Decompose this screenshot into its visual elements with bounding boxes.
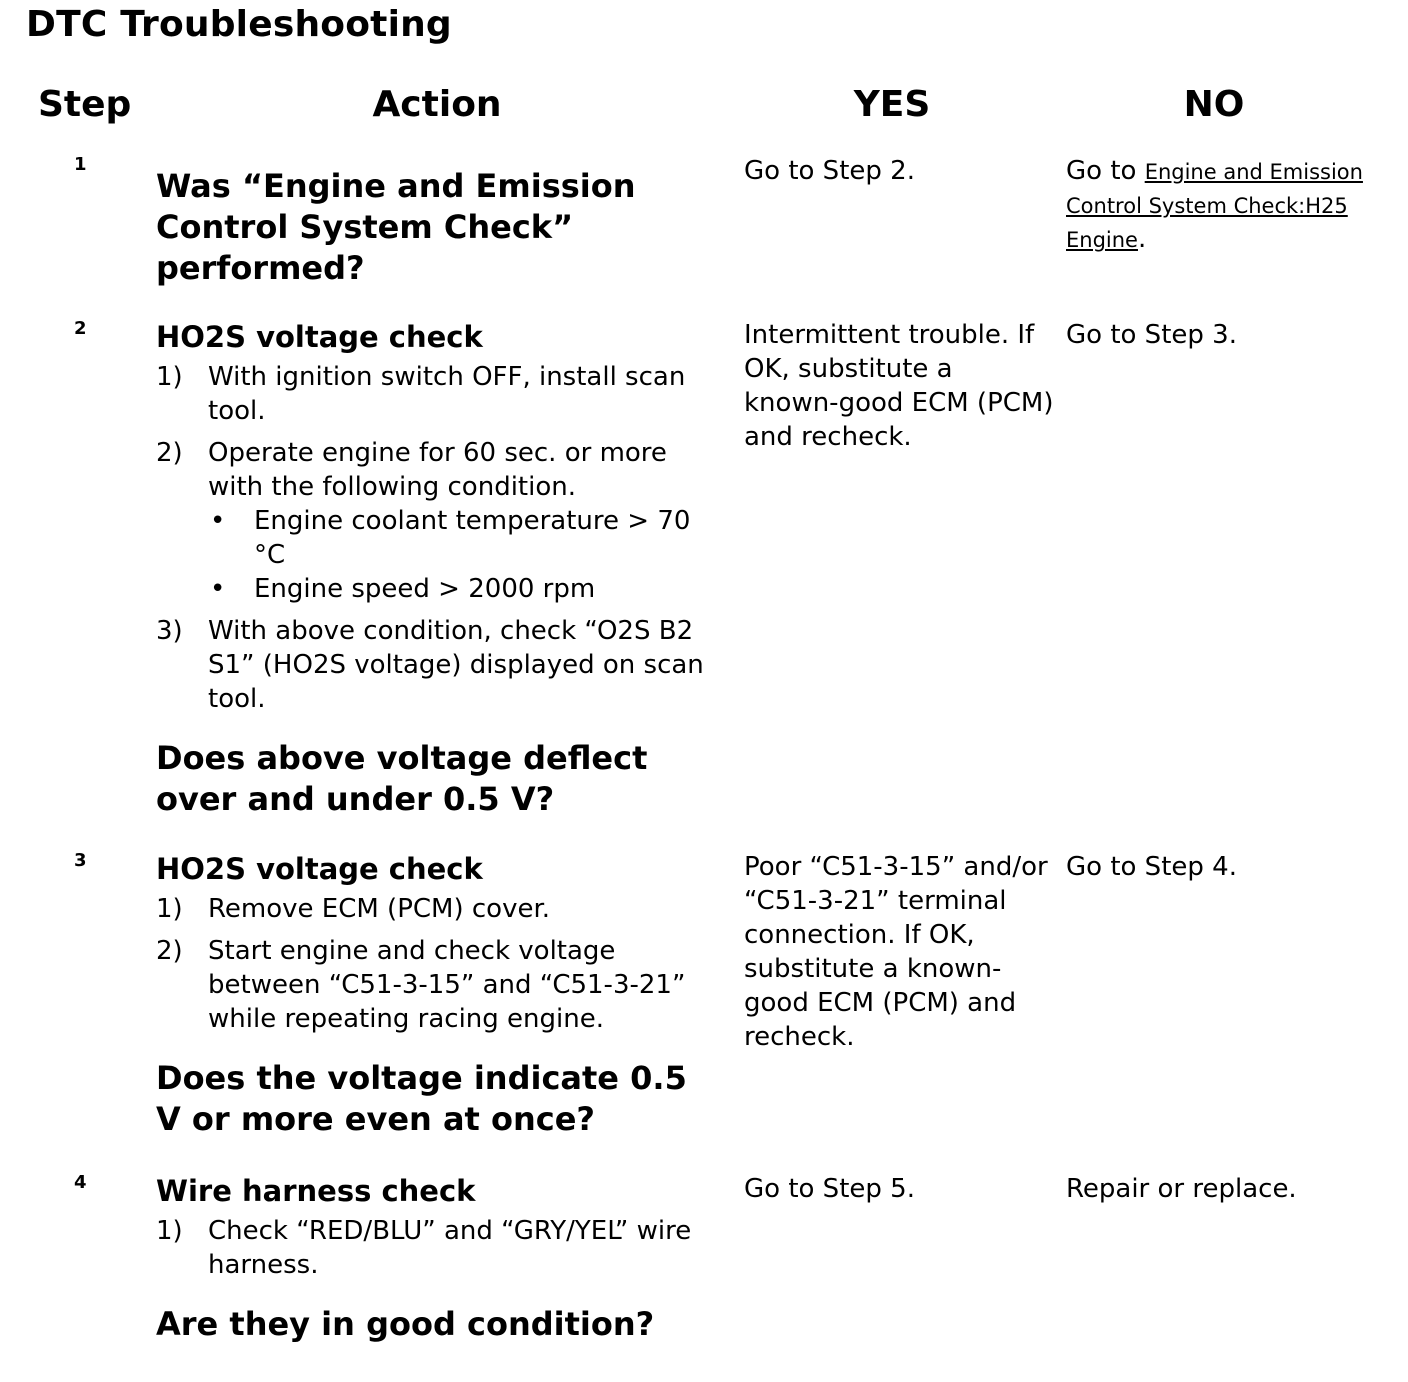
step-number: 1 xyxy=(74,154,87,175)
condition-item xyxy=(208,572,718,606)
substep-number: 1) xyxy=(156,1216,183,1246)
substep-text: Check “RED/BLU” and “GRY/YEL” wire harness. xyxy=(208,1216,692,1280)
substep-text: With above condition, check “O2S B2 S1” (HO2S voltage) displayed on scan tool. xyxy=(208,616,704,714)
step-heading: Wire harness check xyxy=(156,1174,476,1208)
column-header-action: Action xyxy=(372,84,502,125)
step-heading: HO2S voltage check xyxy=(156,320,483,354)
substep xyxy=(156,436,718,606)
step-no xyxy=(1066,154,1366,256)
step-yes: Go to Step 2. xyxy=(744,156,915,186)
substep-number: 1) xyxy=(156,362,183,392)
step-no: Repair or replace. xyxy=(1066,1174,1297,1204)
column-header-yes: YES xyxy=(853,84,931,125)
step-no: Go to Step 4. xyxy=(1066,852,1237,882)
page-title: DTC Troubleshooting xyxy=(26,4,452,45)
step-substeps xyxy=(156,360,718,716)
substep-text: With ignition switch OFF, install scan tool. xyxy=(208,362,686,426)
step-question: Are they in good condition? xyxy=(156,1305,655,1343)
bullet-icon: • xyxy=(210,574,226,604)
step-substeps xyxy=(156,892,718,1036)
condition-list xyxy=(208,504,718,606)
substep xyxy=(156,614,718,716)
condition-item xyxy=(208,504,718,572)
substep xyxy=(156,360,718,428)
step-number: 4 xyxy=(74,1172,87,1193)
step-no: Go to Step 3. xyxy=(1066,320,1237,350)
step-action xyxy=(156,318,718,820)
step-yes: Go to Step 5. xyxy=(744,1174,915,1204)
step-number: 3 xyxy=(74,850,87,871)
step-action xyxy=(156,850,718,1140)
step-substeps xyxy=(156,1214,718,1282)
substep-number: 3) xyxy=(156,616,183,646)
substep xyxy=(156,892,718,926)
step-yes: Poor “C51-3-15” and/or “C51-3-21” terminal connection. If OK, substitute a known-good ECM (PCM) and recheck. xyxy=(744,852,1048,1052)
step-action xyxy=(156,1172,718,1345)
substep-text: Operate engine for 60 sec. or more with the following condition. xyxy=(208,438,667,502)
no-prefix: Go to xyxy=(1066,156,1145,186)
condition-text: Engine speed > 2000 rpm xyxy=(254,574,596,604)
step-number: 2 xyxy=(74,318,87,339)
substep-number: 2) xyxy=(156,438,183,468)
step-question: Does the voltage indicate 0.5 V or more even at once? xyxy=(156,1059,687,1138)
no-suffix: . xyxy=(1137,224,1147,254)
step-yes: Intermittent trouble. If OK, substitute a known-good ECM (PCM) and recheck. xyxy=(744,320,1054,452)
condition-text: Engine coolant temperature > 70 °C xyxy=(254,506,691,570)
engine-system-check-link[interactable]: Engine and Emission Control System Check:H25 Engine xyxy=(1066,160,1363,252)
step-action xyxy=(156,166,718,289)
substep xyxy=(156,934,718,1036)
step-question: Does above voltage deflect over and under 0.5 V? xyxy=(156,739,648,818)
substep-number: 2) xyxy=(156,936,183,966)
substep xyxy=(156,1214,718,1282)
step-question: Was “Engine and Emission Control System Check” performed? xyxy=(156,167,636,287)
column-header-no: NO xyxy=(1183,84,1245,125)
substep-text: Remove ECM (PCM) cover. xyxy=(208,894,551,924)
substep-number: 1) xyxy=(156,894,183,924)
bullet-icon: • xyxy=(210,506,226,536)
substep-text: Start engine and check voltage between “C51-3-15” and “C51-3-21” while repeating racing engine. xyxy=(208,936,686,1034)
column-header-step: Step xyxy=(38,84,132,125)
step-heading: HO2S voltage check xyxy=(156,852,483,886)
